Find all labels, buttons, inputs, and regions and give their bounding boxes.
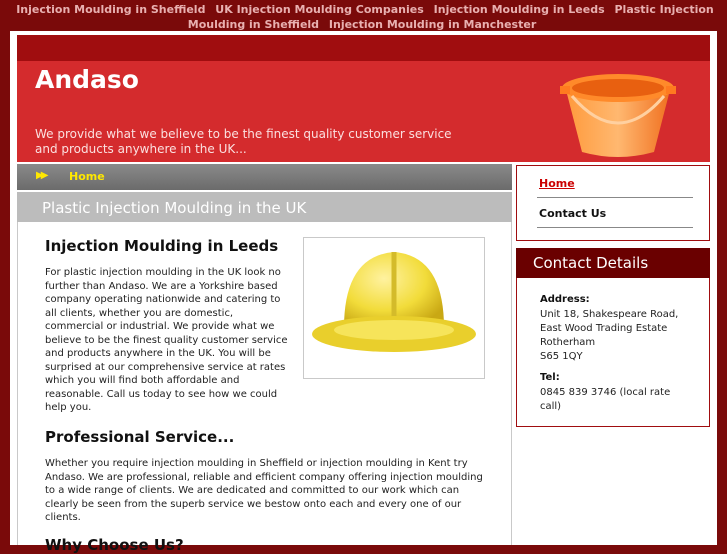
divider [537, 197, 693, 198]
address-line-3: Rotherham [540, 337, 596, 348]
page-title: Plastic Injection Moulding in the UK [42, 199, 307, 217]
tel-line-1: 0845 839 3746 (local rate [540, 387, 671, 398]
contact-details-header [516, 248, 710, 278]
double-arrow-icon: ▶▶ [36, 170, 46, 181]
sidebar-nav-home[interactable]: Home [539, 177, 575, 190]
hard-hat-image-frame [303, 237, 485, 379]
sidebar-nav [516, 165, 710, 241]
section-text-professional [45, 457, 485, 525]
address-line-1: Unit 18, Shakespeare Road, [540, 309, 679, 320]
divider [537, 227, 693, 228]
hard-hat-image [304, 238, 484, 378]
section-heading-why: Why Choose Us? [45, 536, 184, 554]
top-nav-link-sheffield[interactable]: Injection Moulding in Sheffield [16, 3, 206, 16]
top-nav-link-plastic-sheffield[interactable]: Plastic Injection Moulding in Sheffield [187, 3, 714, 31]
address-label: Address: [540, 294, 590, 305]
top-nav-link-leeds[interactable]: Injection Moulding in Leeds [433, 3, 605, 16]
breadcrumb [17, 164, 512, 190]
breadcrumb-home-link[interactable]: Home [69, 170, 105, 183]
bucket-image [548, 40, 688, 162]
top-nav-link-uk-companies[interactable]: UK Injection Moulding Companies [215, 3, 424, 16]
address-line-2: East Wood Trading Estate [540, 323, 668, 334]
section-text-professional-body: Whether you require injection moulding in Sheffield or injection moulding in Kent try Andaso. We are professional, reliable and efficient company offering injection moulding to a wide range of clients. We are dedicated and committed to our work which can clearly be seen from the superb service we bestow onto each and every one of our clients. [45, 458, 483, 523]
address-line-4: S65 1QY [540, 351, 583, 362]
top-nav-link-manchester[interactable]: Injection Moulding in Manchester [328, 18, 537, 31]
sidebar-nav-contact[interactable]: Contact Us [539, 207, 607, 220]
top-nav [0, 2, 727, 32]
section-heading-professional: Professional Service... [45, 428, 235, 446]
contact-details-title: Contact Details [533, 254, 649, 272]
contact-details-panel [516, 278, 710, 427]
site-title[interactable]: Andaso [35, 65, 139, 94]
section-text-leeds [45, 266, 293, 415]
tel-label: Tel: [540, 372, 560, 383]
section-heading-leeds: Injection Moulding in Leeds [45, 237, 279, 255]
tel-line-2: call) [540, 401, 562, 412]
page-heading [17, 192, 512, 222]
tagline: We provide what we believe to be the finest quality customer service and products anywhere in the UK... [35, 127, 452, 156]
section-text-leeds-body: For plastic injection moulding in the UK look no further than Andaso. We are a Yorkshire based company operating nationwide and catering to all clients, whether you are domestic, commercial or industrial. We provide what we believe to be the finest quality customer service and products anywhere in the UK. You will be surprised at our comprehensive service at rates which you will find both affordable and reasonable. Call us today to see how we could help you. [45, 267, 288, 413]
